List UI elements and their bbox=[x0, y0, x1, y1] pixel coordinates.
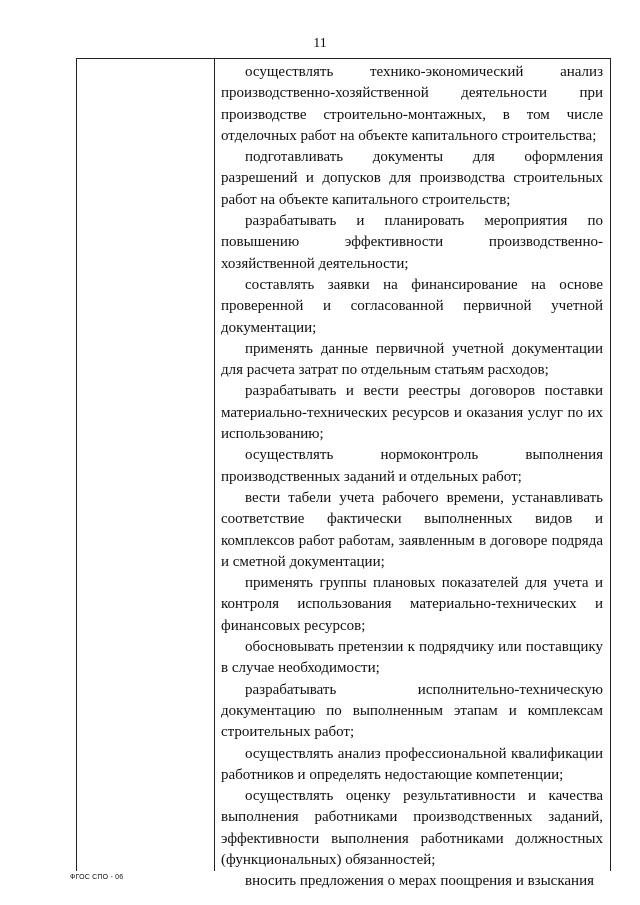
skill-item: применять группы плановых показателей для учета и контроля использования материально-технических и финансовых ресурсов; bbox=[221, 575, 603, 634]
skill-item: осуществлять технико-экономический анализ производственно-хозяйственной деятельности при производстве строительно-монтажных, в том числе отделочных работ на объекте капитального строительства; bbox=[221, 64, 603, 144]
skill-item: разрабатывать и планировать мероприятия по повышению эффективности производственно-хозяйственной деятельности; bbox=[221, 213, 603, 272]
skill-item: обосновывать претензии к подрядчику или поставщику в случае необходимости; bbox=[221, 639, 603, 677]
skill-item: вести табели учета рабочего времени, устанавливать соответствие фактически выполненных видов и комплексов работ работам, заявленным в договоре подряда и сметной документации; bbox=[221, 489, 603, 570]
page-number: 11 bbox=[313, 36, 327, 51]
skill-item: осуществлять анализ профессиональной квалификации работников и определять недостающие компетенции; bbox=[221, 745, 603, 783]
column-divider bbox=[214, 59, 215, 871]
skill-item: осуществлять оценку результативности и качества выполнения работниками производственных заданий, эффективности выполнения работниками должностных (функциональных) обязанностей; bbox=[221, 788, 603, 868]
skills-list bbox=[221, 62, 603, 893]
skill-item: осуществлять нормоконтроль выполнения производственных заданий и отдельных работ; bbox=[221, 447, 603, 485]
skill-item: разрабатывать и вести реестры договоров поставки материально-технических ресурсов и оказания услуг по их использованию; bbox=[221, 383, 603, 443]
skill-item: вносить предложения о мерах поощрения и взыскания bbox=[245, 873, 595, 890]
document-code: ФГОС СПО - 06 bbox=[70, 874, 124, 881]
skill-item: подготавливать документы для оформления разрешений и допусков для производства строительных работ на объекте капитального строительств; bbox=[221, 149, 603, 208]
skill-item: разрабатывать исполнительно-техническую документацию по выполненным этапам и комплексам строительных работ; bbox=[221, 681, 603, 741]
skill-item: применять данные первичной учетной документации для расчета затрат по отдельным статьям расходов; bbox=[221, 340, 603, 379]
skill-item: составлять заявки на финансирование на основе проверенной и согласованной первичной учетной документации; bbox=[221, 276, 603, 336]
